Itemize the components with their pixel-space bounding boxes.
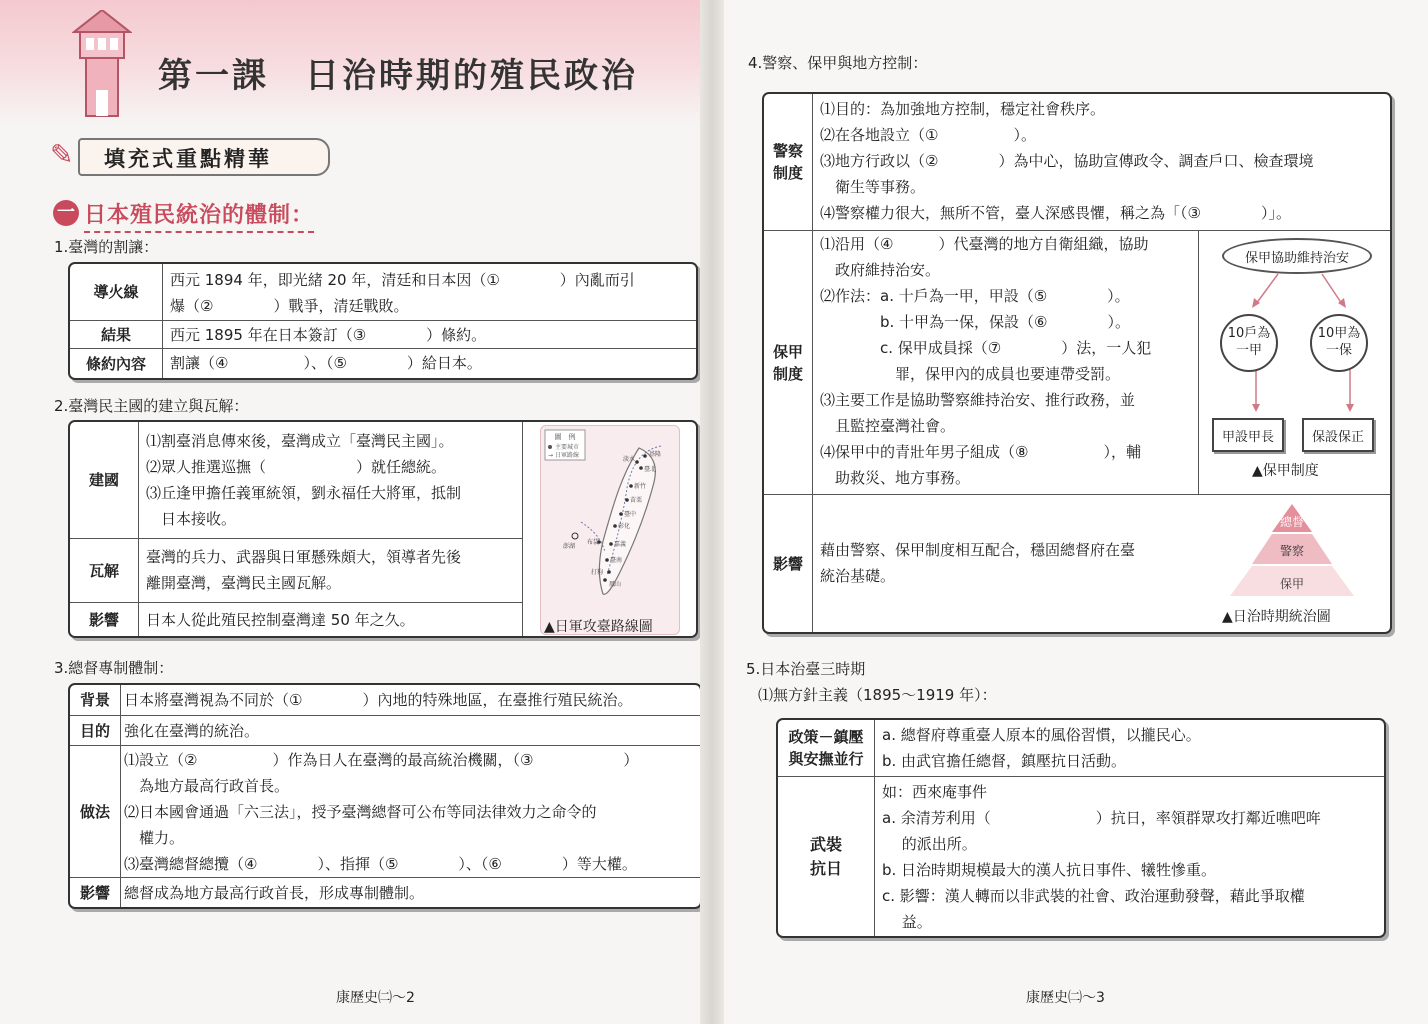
row-text: b. 十甲為一保，保設（⑥ ）。	[820, 313, 1131, 331]
map-city: 打狗	[591, 569, 604, 576]
map-city: 嘉義	[614, 541, 627, 548]
pyramid-level: 總督	[1279, 515, 1305, 529]
table-row	[70, 320, 696, 349]
row-text: ⑴割臺消息傳來後，臺灣成立「臺灣民主國」。	[146, 432, 454, 450]
subhead-4: 4.警察、保甲與地方控制：	[748, 54, 928, 72]
table-row	[70, 348, 696, 379]
baojia-top-oval: 保甲協助維持治安	[1222, 238, 1372, 274]
subhead-5: 5.日本治臺三時期	[746, 660, 866, 678]
subhead-5-1: ⑴無方針主義（1895～1919 年）：	[758, 686, 997, 704]
row-text: 離開臺灣，臺灣民主國瓦解。	[146, 574, 342, 592]
page-footer: 康歷史㈡～3	[1026, 990, 1105, 1006]
row-text: 權力。	[124, 829, 185, 847]
row-text: 藉由警察、保甲制度相互配合，穩固總督府在臺	[820, 541, 1136, 559]
map-legend-item: 日軍路線	[555, 452, 580, 459]
baojia-caption: ▲保甲制度	[1252, 463, 1319, 479]
row-text: 臺灣的兵力、武器與日軍懸殊頗大，領導者先後	[146, 548, 462, 566]
governance-pyramid	[1208, 500, 1376, 600]
row-text: ⑷警察權力很大，無所不管，臺人深感畏懼，稱之為「（③ ）」。	[820, 204, 1291, 222]
pyramid-caption: ▲日治時期統治圖	[1222, 609, 1331, 625]
row-label: 影響	[70, 603, 139, 637]
map-caption: ▲日軍攻臺路線圖	[544, 619, 653, 635]
section-number: 一	[53, 200, 79, 226]
subhead-2: 2.臺灣民主國的建立與瓦解：	[54, 397, 249, 415]
table-row	[70, 715, 700, 746]
row-label: 武裝 抗日	[778, 777, 875, 937]
row-text: 總督成為地方最高行政首長，形成專制體制。	[124, 884, 425, 902]
page-footer: 康歷史㈡～2	[336, 990, 415, 1006]
row-text: ⑵日本國會通過「六三法」，授予臺灣總督可公布等同法律效力之命令的	[124, 803, 597, 821]
row-text: 助救災、地方事務。	[820, 469, 971, 487]
row-text: b. 日治時期規模最大的漢人抗日事件、犧牲慘重。	[882, 861, 1217, 879]
row-text: a. 余清芳利用（ ）抗日，率領群眾攻打鄰近噍吧哖	[882, 809, 1321, 827]
row-text: ⑵作法：a. 十戶為一甲，甲設（⑤ ）。	[820, 287, 1130, 305]
left-page	[0, 0, 712, 1024]
row-label: 影響	[70, 878, 121, 908]
table-row	[70, 538, 522, 603]
row-text: ⑶丘逢甲擔任義軍統領，劉永福任大將軍，抵制	[146, 484, 462, 502]
table-three-periods	[776, 718, 1386, 938]
table-governor	[68, 683, 702, 909]
table-row	[778, 776, 1384, 937]
table-row	[764, 94, 1390, 230]
taiwan-map-icon	[541, 426, 679, 606]
map-legend-item: 主要城市	[555, 444, 580, 451]
row-label: 條約內容	[70, 349, 163, 379]
row-text: 日本接收。	[146, 510, 237, 528]
row-text: b. 由武官擔任總督，鎮壓抗日活動。	[882, 752, 1127, 770]
row-text: 為地方最高行政首長。	[124, 777, 290, 795]
row-text: ⑶地方行政以（② ）為中心，協助宣傳政令、調查戶口、檢查環境	[820, 152, 1314, 170]
row-label: 背景	[70, 685, 121, 715]
row-text: ⑵眾人推選巡撫（ ）就任總統。	[146, 458, 447, 476]
row-text: 益。	[882, 913, 932, 931]
row-text: 的派出所。	[882, 835, 977, 853]
row-text: 西元 1895 年在日本簽訂（③ ）條約。	[170, 326, 487, 344]
watchtower-icon	[72, 10, 132, 118]
row-text: c. 影響：漢人轉而以非武裝的社會、政治運動發聲，藉此爭取權	[882, 887, 1305, 905]
subhead-3: 3.總督專制體制：	[54, 659, 174, 677]
map-city: 臺中	[624, 511, 637, 518]
pen-icon: ✎	[50, 138, 74, 171]
box-jia-head: 甲設甲長	[1212, 418, 1284, 452]
row-label: 目的	[70, 716, 121, 746]
chapter-title: 第一課 日治時期的殖民政治	[158, 56, 638, 96]
row-text: 政府維持治安。	[820, 261, 941, 279]
invasion-map	[540, 425, 680, 635]
map-city: 臺南	[610, 557, 623, 564]
circle-ten-jia: 10甲為 一保	[1310, 314, 1368, 372]
table-row	[70, 745, 700, 878]
pyramid-level: 保甲	[1279, 577, 1305, 591]
map-city: 鳳山	[609, 581, 622, 588]
circle-ten-households: 10戶為 一甲	[1220, 314, 1278, 372]
row-label: 警察 制度	[764, 94, 813, 230]
map-city: 彰化	[618, 523, 631, 530]
row-text: 強化在臺灣的統治。	[124, 722, 260, 740]
table-cession	[68, 262, 698, 380]
row-text: ⑶臺灣總督總攬（④ ）、指揮（⑤ ）、（⑥ ）等大權。	[124, 855, 637, 873]
row-label: 做法	[70, 746, 121, 878]
section-title: 日本殖民統治的體制：	[84, 198, 314, 233]
row-label: 瓦解	[70, 539, 139, 603]
box-bao-head: 保設保正	[1302, 418, 1374, 452]
map-city: 布袋	[587, 539, 600, 546]
map-city: 新竹	[634, 483, 647, 490]
row-text: 罪，保甲內的成員也要連帶受罰。	[820, 365, 1121, 383]
row-text: 日本人從此殖民控制臺灣達 50 年之久。	[146, 611, 415, 629]
row-text: 割讓（④ ）、（⑤ ）給日本。	[170, 354, 482, 372]
pyramid-level: 警察	[1279, 544, 1305, 558]
row-text: ⑶主要工作是協助警察維持治安、推行政務，並	[820, 391, 1136, 409]
row-text: ⑵在各地設立（① ）。	[820, 126, 1036, 144]
map-city: 淡水	[623, 456, 636, 463]
table-row	[70, 264, 696, 320]
row-label: 建國	[70, 422, 139, 538]
row-text: 衛生等事務。	[820, 178, 926, 196]
right-page	[712, 0, 1428, 1024]
table-row	[778, 720, 1384, 776]
row-text: ⑴目的：為加強地方控制，穩定社會秩序。	[820, 100, 1106, 118]
ribbon-banner	[78, 138, 330, 176]
book-gutter	[700, 0, 724, 1024]
row-text: c. 保甲成員採（⑦ ）法，一人犯	[820, 339, 1152, 357]
row-text: ⑷保甲中的青壯年男子組成（⑧ ），輔	[820, 443, 1141, 461]
subhead-1: 1.臺灣的割讓：	[54, 238, 159, 256]
row-label: 結果	[70, 321, 163, 349]
row-text: ⑴設立（② ）作為日人在臺灣的最高統治機關，（③ ）	[124, 751, 639, 769]
row-text: 爆（② ）戰爭，清廷戰敗。	[170, 297, 409, 315]
row-label: 導火線	[70, 264, 163, 320]
row-text: 如：西來庵事件	[882, 783, 988, 801]
map-city: 基隆	[649, 451, 662, 458]
row-text: 統治基礎。	[820, 567, 896, 585]
map-city: 苗栗	[630, 497, 643, 504]
table-row	[70, 685, 700, 715]
table-row	[70, 877, 700, 908]
map-city: 澎湖	[563, 543, 576, 550]
row-label: 影響	[764, 495, 813, 633]
row-text: ⑴沿用（④ ）代臺灣的地方自衛組織，協助	[820, 235, 1149, 253]
table-row	[70, 602, 522, 637]
map-city: 臺北	[644, 466, 657, 473]
ribbon-text: 填充式重點精華	[104, 146, 272, 171]
map-legend-title: 圖 例	[554, 433, 576, 441]
table-row	[70, 422, 522, 538]
row-label: 政策－鎮壓 與安撫並行	[778, 720, 875, 776]
row-text: 且監控臺灣社會。	[820, 417, 956, 435]
row-text: 日本將臺灣視為不同於（① ）內地的特殊地區，在臺推行殖民統治。	[124, 691, 633, 709]
row-text: 西元 1894 年，即光緒 20 年，清廷和日本因（① ）內亂而引	[170, 271, 635, 289]
row-text: a. 總督府尊重臺人原本的風俗習慣，以攏民心。	[882, 726, 1201, 744]
row-label: 保甲 制度	[764, 231, 813, 495]
svg-text:→: →	[548, 452, 554, 459]
